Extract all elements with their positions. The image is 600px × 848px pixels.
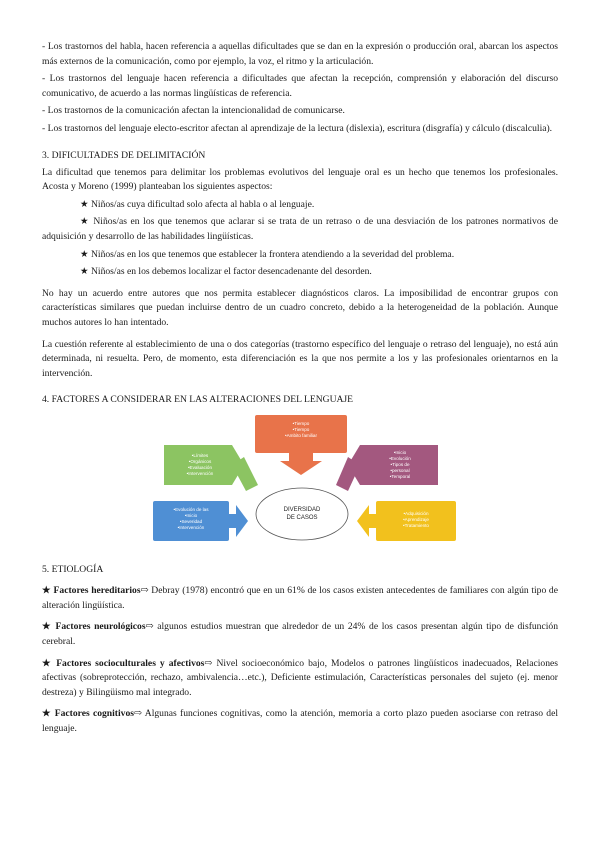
etiology-head: ★ Factores socioculturales y afectivos [42,657,205,669]
etiology-head: ★ Factores neurológicos [42,621,146,633]
etiology-text: ⇨ Nivel socioeconómico bajo, Modelos o patrones lingüísticos inadecuados, Relaciones afectivas (sobreprotección, rechazo, ambivalencia…etc.), Deficiente estimulación, Características personales del sujeto (ej. menor destreza) y Bilingüismo mal integrado. [42,657,558,698]
etiology-text: ⇨ algunos estudios muestran que alrededor de un 24% de los casos presentan algún tipo de disfunción cerebral. [42,621,559,648]
section-3-paragraph-1: La dificultad que tenemos para delimitar los problemas evolutivos del lenguaje oral es un hecho que tenemos los profesionales. Acosta y Moreno (1999) planteaban los siguientes aspectos: [42,166,558,193]
diagram-arrow-top [280,453,322,475]
section-3-bullet-4: ★ Niños/as en los debemos localizar el factor desencadenante del desorden. [80,266,372,278]
etiology-head: ★ Factores cognitivos [42,708,134,720]
section-5-title: 5. ETIOLOGÍA [42,564,104,576]
etiology-item-socioculturales [42,657,558,701]
section-3-paragraph-3: La cuestión referente al establecimiento de una o dos categorías (trastorno específico del lenguaje o retraso del lenguaje), no está aún determinada, ni resuelta. Pero, de momento, esta diferenciación es la que nos permite a los y las profesionales orientarnos en la intervención. [42,338,558,379]
diagram-arrow-bottom-right [357,505,376,537]
section-3-bullet-2: ★ Niños/as en los que tenemos que aclarar si se trata de un retraso o de una desviación de los patrones normativos de adquisición y desarrollo de las habilidades lingüísticas. [42,216,558,242]
intro-paragraph-comunicacion: - Los trastornos de la comunicación afectan la intencionalidad de comunicarse. [42,105,345,117]
diagram-arrow-bottom-left [229,505,248,537]
factors-diagram [42,413,558,557]
etiology-head: ★ Factores hereditarios [42,585,141,597]
diagram-label-bottom-left: •Evolución de las •Inicio •Severidad •Intervención [173,507,209,531]
section-4-title: 4. FACTORES A CONSIDERAR EN LAS ALTERACIONES DEL LENGUAJE [42,394,354,406]
etiology-item-cognitivos [42,707,558,736]
intro-paragraph-habla: - Los trastornos del habla, hacen referencia a aquellas dificultades que se dan en la expresión o producción oral, abarcan los aspectos más externos de la comunicación, como por ejemplo, la voz, el ritmo y la articulación. [42,41,558,67]
intro-paragraph-lenguaje: - Los trastornos del lenguaje hacen referencia a dificultades que afectan la recepción, comprensión y elaboración del discurso comunicativo, de acuerdo a las normas lingüísticas de referencia. [42,73,558,99]
etiology-text: ⇨ Debray (1978) encontró que en un 61% de los casos existen antecedentes de familiares con algún tipo de alteración lingüística. [42,585,558,611]
diagram-label-top: •Tiempo •Tiempo •Ambito familiar [285,421,317,439]
etiology-item-neurologicos [42,620,558,649]
diagram-label-right: •Inicio •Evolución •Tipos de •personal •Temporal [389,450,411,480]
diagram-label-bottom-right: •Adquisición •Aprendizaje •Tratamiento [403,511,429,529]
intro-paragraph-lectoescritor: - Los trastornos del lenguaje electo-escritor afectan al aprendizaje de la lectura (dislexia), escritura (disgrafía) y cálculo (discalculia). [42,122,553,134]
etiology-text: ⇨ Algunas funciones cognitivas, como la atención, memoria a corto plazo pueden asociarse con retraso del lenguaje. [42,708,558,735]
document-page [42,40,558,737]
etiology-item-hereditarios [42,584,558,613]
diagram-center-label: DIVERSIDAD DE CASOS [283,507,321,522]
diagram-label-left: •Límites •Orgánicos •Evaluación •Intervención [186,453,214,477]
section-3-bullet-1: ★ Niños/as cuya dificultad solo afecta al habla o al lenguaje. [80,198,315,210]
section-3-paragraph-2: No hay un acuerdo entre autores que nos permita establecer diagnósticos claros. La imposibilidad de encontrar grupos con características similares que puedan incluirse dentro de un cuadro concreto, debido a la heterogeneidad de la población. Aunque muchos autores lo han intentado. [42,287,558,328]
section-3-title: 3. DIFICULTADES DE DELIMITACIÓN [42,149,206,161]
section-3-bullet-3: ★ Niños/as en los que tenemos que establecer la frontera atendiendo a la severidad del problema. [80,248,455,260]
